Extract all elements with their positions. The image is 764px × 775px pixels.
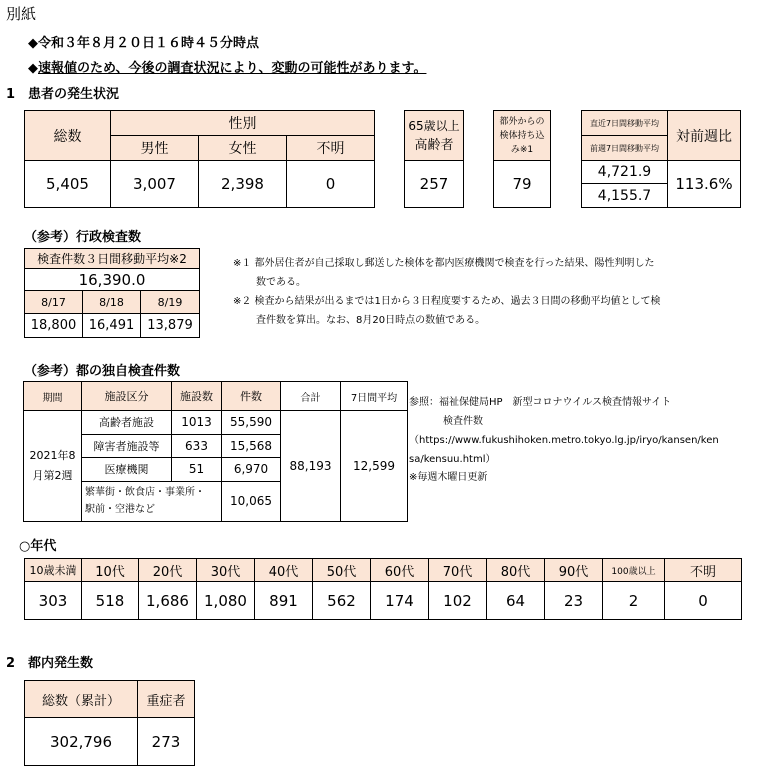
outside-sample-value: 79	[494, 161, 551, 208]
age-label-100plus: 100歳以上	[603, 559, 665, 582]
col-category: 施設区分	[82, 382, 172, 411]
admin-value-2: 16,491	[83, 313, 141, 337]
period-cell: 2021年8 月第2週	[24, 411, 82, 522]
age-value-under10: 303	[25, 582, 82, 620]
patient-sex-table	[24, 110, 375, 208]
reference-url-2[interactable]: sa/kensuu.html）	[409, 454, 496, 465]
age-value-100plus: 2	[603, 582, 665, 620]
age-value-80s: 64	[487, 582, 545, 620]
severe-value: 273	[138, 718, 195, 766]
outside-sample-label: 都外からの 検体持ち込 み※1	[494, 111, 551, 161]
sex-label: 性別	[111, 111, 375, 136]
facilities-value: 633	[172, 434, 222, 458]
col-period: 期間	[24, 382, 82, 411]
age-label-30s: 30代	[197, 559, 255, 582]
female-label: 女性	[199, 136, 287, 161]
facilities-value: 51	[172, 458, 222, 482]
age-label-20s: 20代	[139, 559, 197, 582]
age-label-under10: 10歳未満	[25, 559, 82, 582]
age-value-30s: 1,080	[197, 582, 255, 620]
table-row: 高齢者施設	[82, 411, 172, 435]
col-avg: 7日間平均	[341, 382, 408, 411]
cumulative-value: 302,796	[25, 718, 138, 766]
sum-value: 88,193	[281, 411, 341, 522]
section1-title: 1 患者の発生状況	[6, 87, 120, 102]
age-value-unknown: 0	[665, 582, 742, 620]
reference-url-1[interactable]: （https://www.fukushihoken.metro.tokyo.lg.jp/iryo/kansen/ken	[409, 435, 719, 446]
avg-recent-label: 直近7日間移動平均	[582, 111, 668, 136]
count-value: 55,590	[222, 411, 281, 435]
male-label: 男性	[111, 136, 199, 161]
age-label-80s: 80代	[487, 559, 545, 582]
col-count: 件数	[222, 382, 281, 411]
age-title: ○年代	[19, 539, 57, 554]
severe-label: 重症者	[138, 681, 195, 718]
age-label-50s: 50代	[313, 559, 371, 582]
age-label-10s: 10代	[82, 559, 139, 582]
note-2b: 査件数を算出。なお、8月20日時点の数値である。	[256, 315, 486, 326]
own-tests-table	[23, 381, 408, 522]
age-value-60s: 174	[371, 582, 429, 620]
admin-tests-average: 16,390.0	[25, 269, 200, 291]
total-value: 5,405	[25, 161, 111, 208]
age-value-40s: 891	[255, 582, 313, 620]
table-row: 障害者施設等	[82, 434, 172, 458]
ratio-value: 113.6%	[668, 161, 741, 208]
facilities-value: 1013	[172, 411, 222, 435]
admin-tests-header: 検査件数３日間移動平均※2	[25, 249, 200, 269]
male-value: 3,007	[111, 161, 199, 208]
cumulative-label: 総数（累計）	[25, 681, 138, 718]
age-label-40s: 40代	[255, 559, 313, 582]
ratio-label: 対前週比	[668, 111, 741, 161]
section2-title: 2 都内発生数	[6, 656, 94, 671]
cumulative-table	[24, 680, 195, 766]
timestamp-line: ◆令和３年８月２０日１６時４５分時点	[28, 36, 259, 51]
avg-value: 12,599	[341, 411, 408, 522]
note-1a: ※１ 都外居住者が自己採取し郵送した検体を都内医療機関で検査を行った結果、陽性判明した	[233, 258, 655, 269]
female-value: 2,398	[199, 161, 287, 208]
age-value-70s: 102	[429, 582, 487, 620]
last-count-value: 10,065	[222, 481, 281, 521]
disclaimer-bullet: ◆	[28, 61, 38, 76]
disclaimer-line	[28, 62, 426, 75]
elderly-value: 257	[405, 161, 464, 208]
reference-1: 参照：福祉保健局HP 新型コロナウイルス検査情報サイト	[409, 397, 672, 408]
note-1b: 数である。	[256, 277, 306, 288]
total-label: 総数	[25, 111, 111, 161]
avg-recent-value: 4,721.9	[582, 161, 668, 184]
outside-sample-table	[493, 110, 551, 208]
admin-tests-title: （参考）行政検査数	[24, 230, 142, 245]
admin-value-1: 18,800	[25, 313, 83, 337]
moving-average-table	[581, 110, 741, 208]
age-label-60s: 60代	[371, 559, 429, 582]
own-tests-title: （参考）都の独自検査件数	[24, 364, 181, 379]
age-value-10s: 518	[82, 582, 139, 620]
reference-note: ※毎週木曜日更新	[409, 472, 488, 483]
disclaimer-text: 速報値のため、今後の調査状況により、変動の可能性があります。	[38, 61, 427, 76]
avg-prev-value: 4,155.7	[582, 184, 668, 208]
unknown-value: 0	[287, 161, 375, 208]
page-title: 別紙	[6, 5, 37, 23]
age-label-90s: 90代	[545, 559, 603, 582]
avg-prev-label: 前週7日間移動平均	[582, 136, 668, 161]
admin-date-1: 8/17	[25, 291, 83, 313]
age-label-70s: 70代	[429, 559, 487, 582]
count-value: 6,970	[222, 458, 281, 482]
col-facilities: 施設数	[172, 382, 222, 411]
last-category: 繁華街・飲食店・事業所・ 駅前・空港など	[82, 481, 222, 521]
age-label-unknown: 不明	[665, 559, 742, 582]
admin-tests-table	[24, 248, 200, 338]
table-row: 医療機関	[82, 458, 172, 482]
reference-2: 検査件数	[443, 416, 483, 427]
admin-value-3: 13,879	[141, 313, 200, 337]
age-value-90s: 23	[545, 582, 603, 620]
age-table	[24, 558, 742, 620]
note-2a: ※２ 検査から結果が出るまでは1日から３日程度要するため、過去３日間の移動平均値として検	[233, 296, 661, 307]
age-value-50s: 562	[313, 582, 371, 620]
admin-date-3: 8/19	[141, 291, 200, 313]
elderly-label: 65歳以上 高齢者	[405, 111, 464, 161]
admin-date-2: 8/18	[83, 291, 141, 313]
count-value: 15,568	[222, 434, 281, 458]
elderly-table	[404, 110, 464, 208]
age-value-20s: 1,686	[139, 582, 197, 620]
col-sum: 合計	[281, 382, 341, 411]
unknown-label: 不明	[287, 136, 375, 161]
